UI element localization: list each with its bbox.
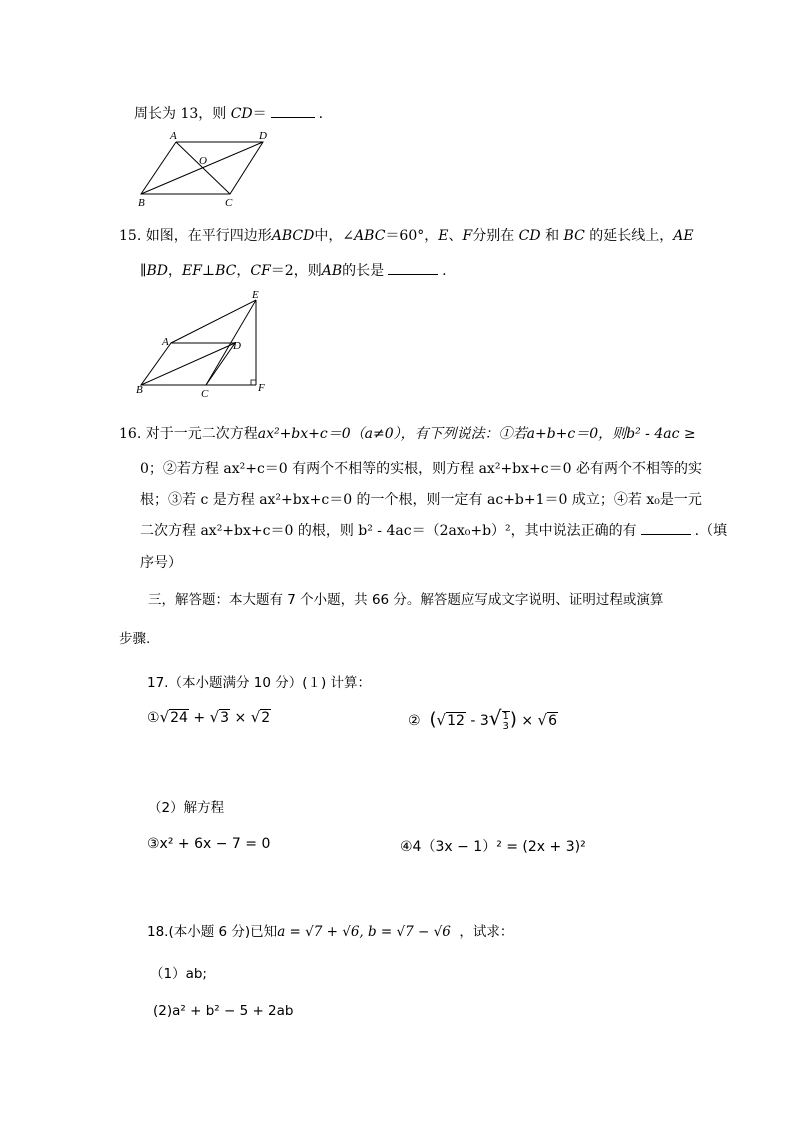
q17-equation-3: ③x² + 6x − 7 = 0 [147, 836, 271, 852]
q17-equation-4: ④4（3x − 1）² = (2x + 3)² [400, 839, 586, 855]
fig15-label-c: C [201, 388, 209, 400]
q15-line1: 15. 如图，在平行四边形ABCD中，∠ABC＝60°，E、F分别在 CD 和 BC 的延长线上，AE [119, 228, 694, 244]
answer-blank [388, 262, 438, 275]
fig14-label-a: A [170, 130, 177, 142]
q17-part1-expression: ①√24 + √3 × √2 [147, 708, 271, 726]
q18-part1: （1）ab; [150, 966, 207, 982]
fig14-label-d: D [259, 130, 267, 142]
section3-heading-line2: 步骤. [119, 631, 151, 647]
q17-part2-title: （2）解方程 [148, 800, 225, 816]
fig15-label-f: F [258, 382, 265, 394]
fig15-label-d: D [233, 340, 241, 352]
figure-parallelogram-with-extension [133, 288, 273, 400]
answer-blank [641, 522, 691, 535]
fig15-label-e: E [252, 289, 259, 301]
figure-parallelogram-abcd [130, 128, 280, 210]
answer-blank [271, 105, 315, 118]
q18-part2: (2)a² + b² − 5 + 2ab [153, 1003, 294, 1019]
q16-line5: 序号） [140, 555, 182, 571]
q15-line2: ∥BD，EF⊥BC，CF＝2，则AB的长是 . [140, 263, 447, 279]
q16-line4: 二次方程 ax²+bx+c＝0 的根，则 b² - 4ac＝（2ax₀+b）²，其中说法正确的有 .（填 [140, 523, 728, 539]
fig15-label-a: A [162, 336, 169, 348]
q16-line2: 0；②若方程 ax²+c＝0 有两个不相等的实根，则方程 ax²+bx+c＝0 必有两个不相等的实 [140, 461, 702, 477]
q16-line3: 根；③若 c 是方程 ax²+bx+c＝0 的一个根，则一定有 ac+b+1＝0 成立；④若 x₀是一元 [140, 492, 702, 508]
fig14-label-c: C [225, 197, 233, 209]
q18-title: 18.(本小题 6 分)已知a = √7 + √6, b = √7 − √6 ，试求： [147, 924, 514, 940]
q17-title: 17.（本小题满分 10 分）(１) 计算： [147, 675, 372, 691]
q17-part2-expression: ② (√12 - 3√1 3) × √6 [408, 706, 558, 732]
q14-tail-text: 周长为 13，则 CD＝ . [134, 106, 324, 122]
q16-line1: 16. 对于一元二次方程ax²+bx+c＝0（a≠0），有下列说法：①若a+b+c＝0，则b² - 4ac ≥ [119, 426, 696, 442]
section3-heading-line1: 三，解答题：本大题有 7 个小题，共 66 分。解答题应写成文字说明、证明过程或演算 [148, 592, 664, 608]
fig14-label-b: B [138, 197, 145, 209]
fig14-label-o: O [199, 155, 207, 167]
fig15-label-b: B [136, 384, 143, 396]
